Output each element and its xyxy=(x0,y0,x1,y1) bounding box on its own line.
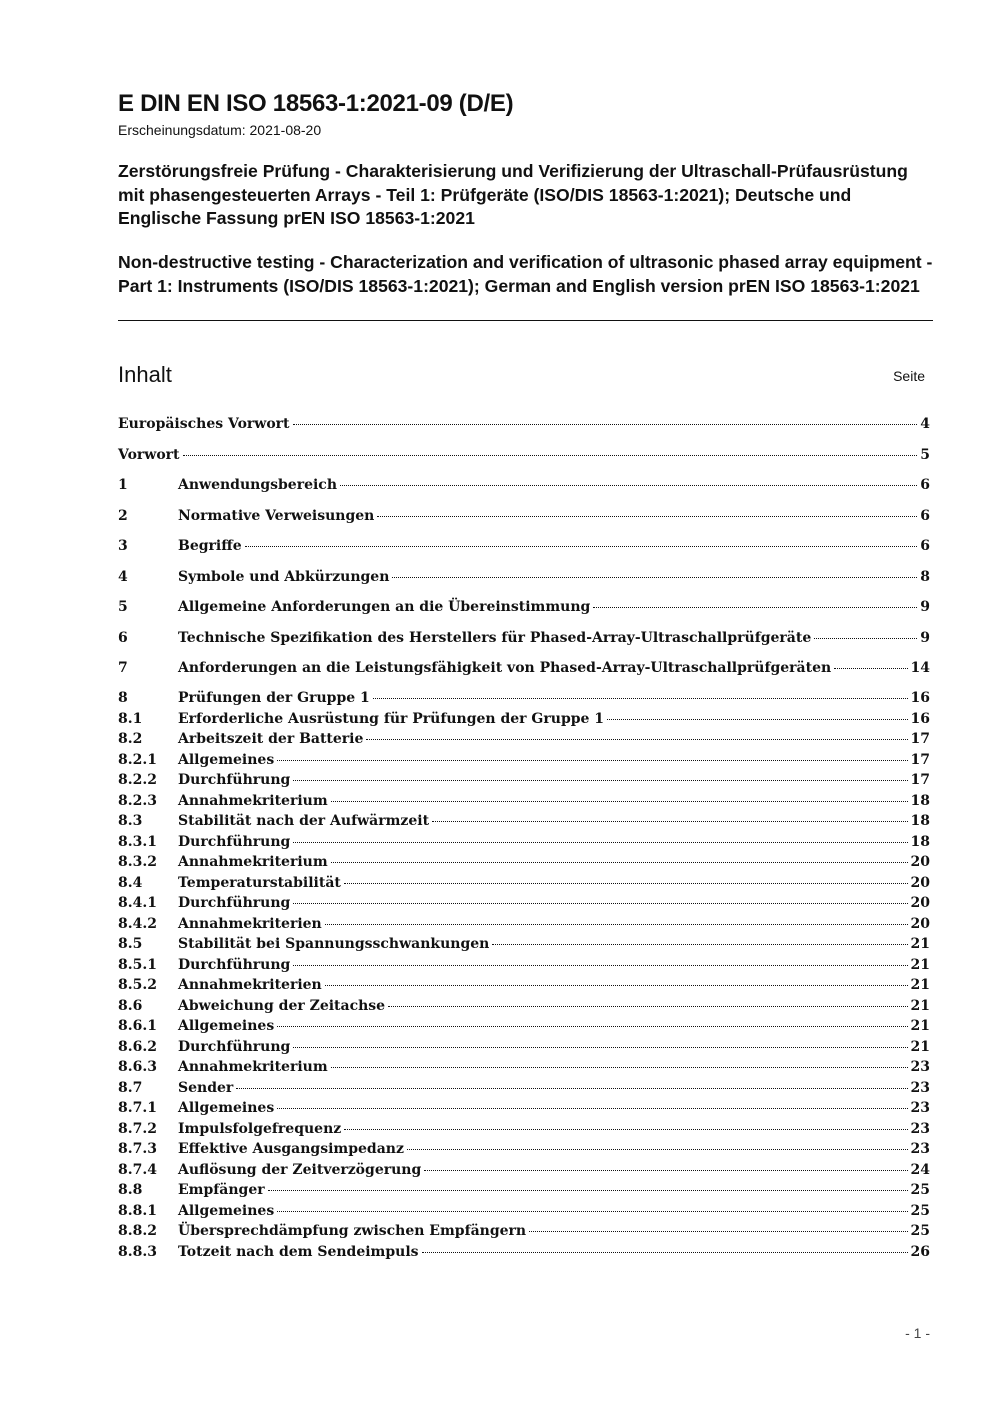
toc-entry[interactable] xyxy=(118,538,930,558)
toc-entry-title: Anwendungsbereich xyxy=(178,477,337,493)
toc-entry-page: 9 xyxy=(920,599,930,615)
toc-entry[interactable] xyxy=(118,1059,930,1079)
toc-dot-leader xyxy=(268,1190,908,1191)
toc-entry-number: 8.7.4 xyxy=(118,1161,157,1178)
toc-entry-page: 24 xyxy=(910,1161,930,1178)
toc-entry-number: 8.2 xyxy=(118,731,143,747)
toc-entry-page: 16 xyxy=(910,690,930,706)
toc-entry[interactable] xyxy=(118,599,930,619)
toc-entry-title: Stabilität bei Spannungsschwankungen xyxy=(178,936,490,952)
toc-entry[interactable] xyxy=(118,895,930,915)
toc-entry[interactable] xyxy=(118,854,930,874)
toc-entry-number: 8.8 xyxy=(118,1182,143,1198)
toc-entry-title: Allgemeine Anforderungen an die Übereinstimmung xyxy=(178,599,591,615)
toc-entry[interactable] xyxy=(118,1203,930,1223)
toc-entry-title: Prüfungen der Gruppe 1 xyxy=(178,690,370,706)
toc-entry-title: Effektive Ausgangsimpedanz xyxy=(178,1141,404,1157)
toc-entry[interactable] xyxy=(118,936,930,956)
toc-entry[interactable] xyxy=(118,1121,930,1141)
toc-entry-title: Abweichung der Zeitachse xyxy=(178,997,386,1014)
toc-entry-title: Erforderliche Ausrüstung für Prüfungen der Gruppe 1 xyxy=(178,710,605,727)
toc-entry-page: 21 xyxy=(910,997,930,1014)
toc-entry-number: 3 xyxy=(118,538,128,554)
toc-entry-number: 8 xyxy=(118,690,128,706)
toc-entry-number: 8.7 xyxy=(118,1079,143,1096)
toc-entry-page: 20 xyxy=(910,854,930,870)
toc-entry-page: 21 xyxy=(910,1038,930,1055)
toc-entry[interactable] xyxy=(118,660,930,680)
toc-dot-leader xyxy=(407,1149,908,1150)
title-german: Zerstörungsfreie Prüfung - Charakterisierung und Verifizierung der Ultraschall-Prüfausrüstung mit phasengesteuerten Arrays - Teil 1: Prüfgeräte (ISO/DIS 18563-1:2021); Deutsche und Englische Fassung prEN ISO 18563-1:2021 xyxy=(118,161,908,228)
toc-entry-title: Durchführung xyxy=(178,895,291,911)
toc-entry-number: 4 xyxy=(118,569,128,585)
toc-dot-leader xyxy=(293,903,907,904)
toc-entry-number: 8.7.2 xyxy=(118,1120,157,1137)
toc-entry-page: 23 xyxy=(910,1059,930,1075)
toc-dot-leader xyxy=(377,516,917,517)
toc-entry-title: Allgemeines xyxy=(178,1018,275,1034)
toc-entry-title: Arbeitszeit der Batterie xyxy=(178,731,364,747)
toc-entry-title: Allgemeines xyxy=(178,1100,275,1116)
toc-entry-title: Europäisches Vorwort xyxy=(118,416,290,432)
toc-dot-leader xyxy=(277,1211,907,1212)
toc-entry-number: 8.5 xyxy=(118,936,143,952)
toc-entry-title: Durchführung xyxy=(178,956,291,973)
toc-dot-leader xyxy=(834,668,907,669)
toc-entry[interactable] xyxy=(118,731,930,751)
toc-dot-leader xyxy=(277,760,907,761)
toc-entry-page: 14 xyxy=(910,660,930,676)
toc-dot-leader xyxy=(331,862,908,863)
toc-entry-page: 5 xyxy=(920,447,930,463)
toc-entry-page: 23 xyxy=(910,1079,930,1096)
toc-dot-leader xyxy=(340,485,917,486)
toc-entry-page: 4 xyxy=(920,416,930,432)
toc-dot-leader xyxy=(814,638,917,639)
toc-entry-page: 18 xyxy=(910,813,930,829)
toc-entry-number: 6 xyxy=(118,630,128,646)
toc-dot-leader xyxy=(344,883,908,884)
toc-page-column-label: Seite xyxy=(893,368,925,384)
toc-entry-number: 8.3.1 xyxy=(118,833,157,850)
toc-dot-leader xyxy=(325,924,908,925)
toc-entry-number: 8.6.1 xyxy=(118,1018,157,1034)
publication-date: Erscheinungsdatum: 2021-08-20 xyxy=(118,122,322,138)
toc-dot-leader xyxy=(529,1231,907,1232)
toc-entry-page: 23 xyxy=(910,1100,930,1116)
toc-entry-title: Normative Verweisungen xyxy=(178,508,375,524)
toc-dot-leader xyxy=(293,965,907,966)
toc-entry-title: Symbole und Abkürzungen xyxy=(178,569,390,585)
toc-dot-leader xyxy=(293,842,907,843)
toc-entry[interactable] xyxy=(118,1223,930,1243)
title-english: Non-destructive testing - Characterization and verification of ultrasonic phased array equipment - Part 1: Instruments (ISO/DIS 18563-1:2021); German and English version prEN ISO 18563-1:2021 xyxy=(118,252,933,296)
toc-entry[interactable] xyxy=(118,447,930,467)
toc-entry[interactable] xyxy=(118,772,930,792)
toc-entry-title: Durchführung xyxy=(178,1038,291,1055)
toc-entry[interactable] xyxy=(118,875,930,895)
toc-entry[interactable] xyxy=(118,1018,930,1038)
toc-dot-leader xyxy=(293,1047,907,1048)
toc-dot-leader xyxy=(392,577,917,578)
toc-entry-title: Durchführung xyxy=(178,772,291,788)
toc-entry-number: 8.6.3 xyxy=(118,1059,157,1075)
toc-entry-page: 17 xyxy=(910,772,930,788)
toc-entry-title: Anforderungen an die Leistungsfähigkeit von Phased-Array-Ultraschallprüfgeräten xyxy=(178,660,832,676)
toc-entry[interactable] xyxy=(118,834,930,854)
toc-entry[interactable] xyxy=(118,1182,930,1202)
toc-entry-page: 8 xyxy=(920,569,930,585)
toc-entry-number: 2 xyxy=(118,508,128,524)
toc-dot-leader xyxy=(331,1067,908,1068)
toc-entry-number: 8.5.2 xyxy=(118,977,157,993)
toc-dot-leader xyxy=(422,1252,908,1253)
toc-entry-page: 23 xyxy=(910,1141,930,1157)
toc-entry-page: 25 xyxy=(910,1182,930,1198)
toc-entry-number: 8.2.3 xyxy=(118,792,157,809)
toc-entry[interactable] xyxy=(118,977,930,997)
toc-entry-number: 8.4.2 xyxy=(118,915,157,932)
toc-entry-title: Annahmekriterium xyxy=(178,854,328,870)
toc-entry-number: 1 xyxy=(118,477,128,493)
toc-entry-number: 5 xyxy=(118,599,128,615)
toc-entry-number: 8.8.2 xyxy=(118,1223,157,1239)
toc-entry-number: 8.4 xyxy=(118,874,143,891)
toc-entry-title: Impulsfolgefrequenz xyxy=(178,1120,342,1137)
toc-dot-leader xyxy=(373,698,908,699)
toc-entry-page: 26 xyxy=(910,1243,930,1260)
toc-dot-leader xyxy=(245,546,918,547)
toc-entry-page: 16 xyxy=(910,710,930,727)
toc-entry-page: 20 xyxy=(910,915,930,932)
toc-entry-title: Annahmekriterien xyxy=(178,915,322,932)
header-divider xyxy=(118,320,933,321)
toc-entry[interactable] xyxy=(118,998,930,1018)
toc-entry-number: 8.2.1 xyxy=(118,751,157,768)
toc-entry-page: 9 xyxy=(920,630,930,646)
toc-entry-number: 8.6.2 xyxy=(118,1038,157,1055)
toc-entry-title: Allgemeines xyxy=(178,1202,275,1219)
toc-dot-leader xyxy=(432,821,907,822)
toc-entry-page: 25 xyxy=(910,1202,930,1219)
toc-entry-title: Stabilität nach der Aufwärmzeit xyxy=(178,813,430,829)
toc-entry-number: 8.7.3 xyxy=(118,1141,157,1157)
toc-entry-title: Allgemeines xyxy=(178,751,275,768)
toc-entry-title: Annahmekriterium xyxy=(178,792,328,809)
toc-entry-number: 8.8.3 xyxy=(118,1243,157,1260)
toc-entry-page: 21 xyxy=(910,956,930,973)
toc-dot-leader xyxy=(388,1006,907,1007)
toc-entry[interactable] xyxy=(118,957,930,977)
toc-entry[interactable] xyxy=(118,1162,930,1182)
toc-entry-page: 20 xyxy=(910,895,930,911)
toc-entry[interactable] xyxy=(118,630,930,650)
toc-entry[interactable] xyxy=(118,793,930,813)
toc-entry-number: 8.6 xyxy=(118,997,143,1014)
toc-entry-page: 17 xyxy=(910,731,930,747)
toc-dot-leader xyxy=(593,607,917,608)
toc-entry-title: Empfänger xyxy=(178,1182,265,1198)
toc-entry-page: 25 xyxy=(910,1223,930,1239)
toc-dot-leader xyxy=(424,1170,907,1171)
toc-entry[interactable] xyxy=(118,752,930,772)
toc-heading: Inhalt xyxy=(118,362,172,387)
toc-entry-title: Technische Spezifikation des Herstellers für Phased-Array-Ultraschallprüfgeräte xyxy=(178,630,812,646)
toc-entry[interactable] xyxy=(118,916,930,936)
toc-entry-title: Annahmekriterien xyxy=(178,977,322,993)
document-id: E DIN EN ISO 18563-1:2021-09 (D/E) xyxy=(118,90,514,117)
toc-entry[interactable] xyxy=(118,477,930,497)
toc-entry[interactable] xyxy=(118,1100,930,1120)
toc-entry-number: 8.2.2 xyxy=(118,772,157,788)
toc-entry-number: 8.7.1 xyxy=(118,1100,157,1116)
toc-dot-leader xyxy=(366,739,907,740)
toc-dot-leader xyxy=(331,801,908,802)
toc-entry-title: Begriffe xyxy=(178,538,242,554)
toc-entry-page: 6 xyxy=(920,477,930,493)
toc-dot-leader xyxy=(325,985,908,986)
toc-dot-leader xyxy=(183,455,918,456)
page-number: - 1 - xyxy=(905,1325,930,1341)
toc-entry-title: Übersprechdämpfung zwischen Empfängern xyxy=(178,1223,527,1239)
toc-entry-number: 8.3 xyxy=(118,813,143,829)
toc-entry-page: 21 xyxy=(910,977,930,993)
toc-entry-page: 6 xyxy=(920,538,930,554)
toc-entry-page: 21 xyxy=(910,1018,930,1034)
toc-entry-number: 8.4.1 xyxy=(118,895,157,911)
toc-entry[interactable] xyxy=(118,1244,930,1264)
toc-entry-page: 6 xyxy=(920,508,930,524)
toc-entry-number: 8.8.1 xyxy=(118,1202,157,1219)
toc-dot-leader xyxy=(293,780,907,781)
toc-entry[interactable] xyxy=(118,690,930,710)
toc-entry[interactable] xyxy=(118,1141,930,1161)
toc-entry-page: 18 xyxy=(910,833,930,850)
toc-entry-number: 8.1 xyxy=(118,710,143,727)
toc-entry-title: Totzeit nach dem Sendeimpuls xyxy=(178,1243,419,1260)
toc-entry-title: Temperaturstabilität xyxy=(178,874,341,891)
toc-dot-leader xyxy=(277,1026,907,1027)
toc-entry-number: 8.5.1 xyxy=(118,956,157,973)
toc-entry[interactable] xyxy=(118,813,930,833)
toc-entry-page: 17 xyxy=(910,751,930,768)
toc-entry[interactable] xyxy=(118,711,930,731)
toc-entry[interactable] xyxy=(118,416,930,436)
toc-dot-leader xyxy=(236,1088,907,1089)
toc-entry-title: Vorwort xyxy=(118,447,180,463)
toc-entry-page: 21 xyxy=(910,936,930,952)
toc-entry-page: 18 xyxy=(910,792,930,809)
toc-entry-title: Annahmekriterium xyxy=(178,1059,328,1075)
toc-entry-page: 20 xyxy=(910,874,930,891)
toc-entry-title: Auflösung der Zeitverzögerung xyxy=(178,1161,422,1178)
toc-entry[interactable] xyxy=(118,508,930,528)
toc-entry[interactable] xyxy=(118,569,930,589)
toc-entry-title: Sender xyxy=(178,1079,234,1096)
toc-dot-leader xyxy=(277,1108,907,1109)
toc-dot-leader xyxy=(344,1129,907,1130)
toc-dot-leader xyxy=(293,424,918,425)
toc-dot-leader xyxy=(492,944,907,945)
toc-entry-number: 8.3.2 xyxy=(118,854,157,870)
toc-entry[interactable] xyxy=(118,1080,930,1100)
toc-entry-page: 23 xyxy=(910,1120,930,1137)
toc-entry-number: 7 xyxy=(118,660,128,676)
toc-dot-leader xyxy=(607,719,907,720)
toc-entry[interactable] xyxy=(118,1039,930,1059)
toc-entry-title: Durchführung xyxy=(178,833,291,850)
